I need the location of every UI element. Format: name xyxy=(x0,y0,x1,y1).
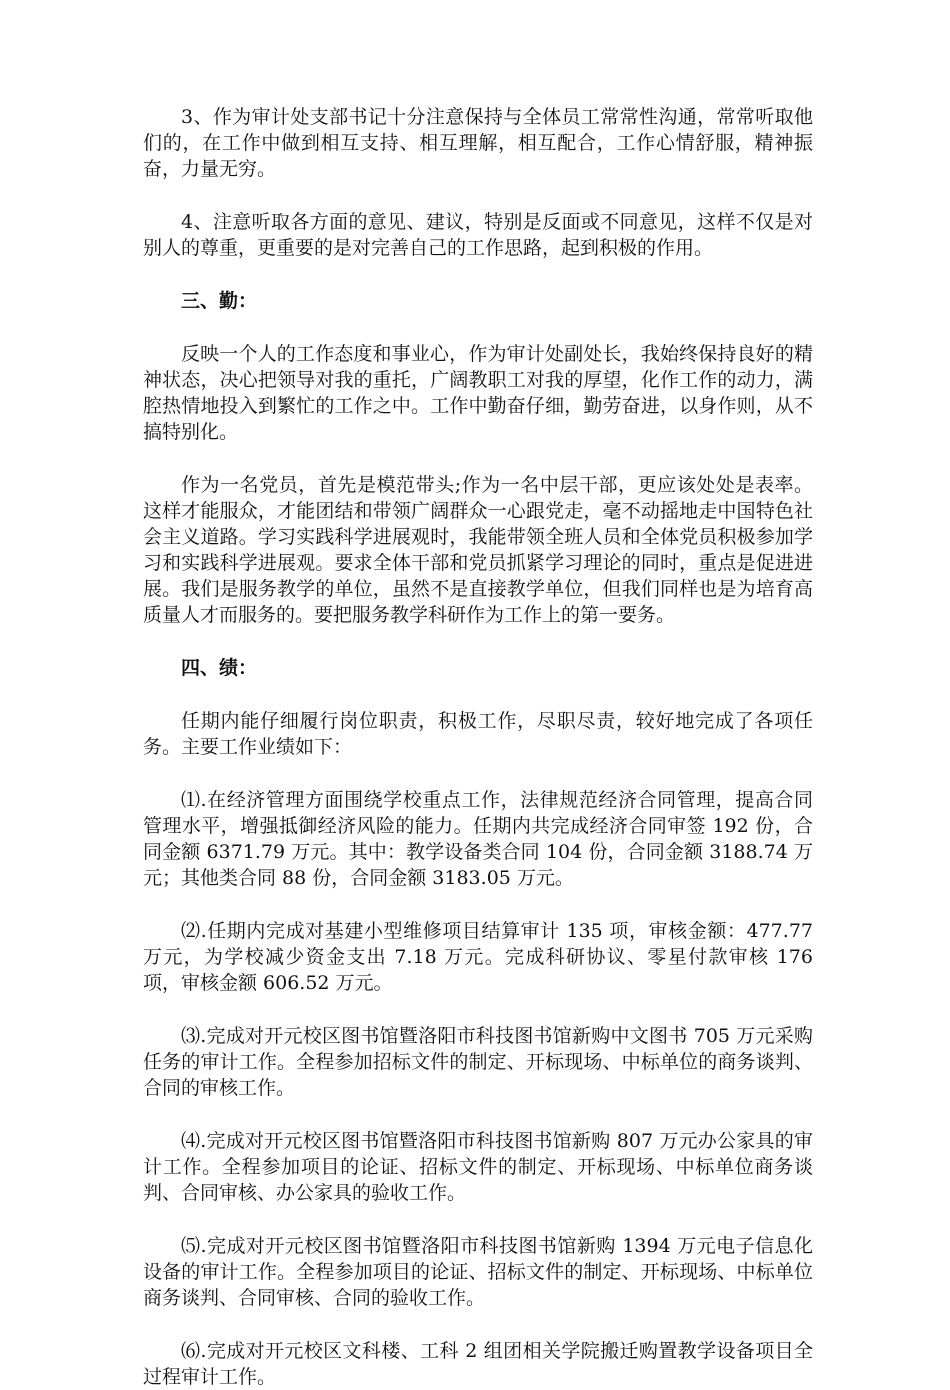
achievement-item-4: ⑷.完成对开元校区图书馆暨洛阳市科技图书馆新购 807 万元办公家具的审计工作。全程参加项目的论证、招标文件的制定、开标现场、中标单位商务谈判、合同审核、办公家具的验收工作。 xyxy=(143,1130,813,1204)
achievement-item-5: ⑸.完成对开元校区图书馆暨洛阳市科技图书馆新购 1394 万元电子信息化设备的审计工作。全程参加项目的论证、招标文件的制定、开标现场、中标单位商务谈判、合同审核、合同的验收工作。 xyxy=(143,1235,813,1309)
section-heading-achievements: 四、绩： xyxy=(181,657,258,679)
paragraph-4: 4、注意听取各方面的意见、建议，特别是反面或不同意见，这样不仅是对别人的尊重，更重要的是对完善自己的工作思路，起到积极的作用。 xyxy=(143,211,813,259)
achievement-item-3: ⑶.完成对开元校区图书馆暨洛阳市科技图书馆新购中文图书 705 万元采购任务的审计工作。全程参加招标文件的制定、开标现场、中标单位的商务谈判、合同的审核工作。 xyxy=(143,1025,813,1099)
paragraph-diligence-2: 作为一名党员，首先是模范带头;作为一名中层干部，更应该处处是表率。这样才能服众，才能团结和带领广阔群众一心跟党走，毫不动摇地走中国特色社会主义道路。学习实践科学进展观时，我能带领全班人员和全体党员积极参加学习和实践科学进展观。要求全体干部和党员抓紧学习理论的同时，重点是促进进展。我们是服务教学的单位，虽然不是直接教学单位，但我们同样也是为培育高质量人才而服务的。要把服务教学科研作为工作上的第一要务。 xyxy=(143,474,813,626)
achievement-item-6: ⑹.完成对开元校区文科楼、工科 2 组团相关学院搬迁购置教学设备项目全过程审计工作。 xyxy=(143,1340,813,1388)
paragraph-diligence-1: 反映一个人的工作态度和事业心，作为审计处副处长，我始终保持良好的精神状态，决心把领导对我的重托，广阔教职工对我的厚望，化作工作的动力，满腔热情地投入到繁忙的工作之中。工作中勤奋仔细，勤劳奋进，以身作则，从不搞特别化。 xyxy=(143,343,813,443)
document-page xyxy=(143,104,813,1390)
paragraph-3: 3、作为审计处支部书记十分注意保持与全体员工常常性沟通，常常听取他们的，在工作中做到相互支持、相互理解，相互配合，工作心情舒服，精神振奋，力量无穷。 xyxy=(143,106,813,180)
achievement-item-2: ⑵.任期内完成对基建小型维修项目结算审计 135 项，审核金额：477.77 万元，为学校减少资金支出 7.18 万元。完成科研协议、零星付款审核 176 项，审核金额 606.52 万元。 xyxy=(143,920,813,994)
achievement-item-1: ⑴.在经济管理方面围绕学校重点工作，法律规范经济合同管理，提高合同管理水平，增强抵御经济风险的能力。任期内共完成经济合同审签 192 份，合同金额 6371.79 万元。其中：教学设备类合同 104 份，合同金额 3188.74 万元；其他类合同 88 份，合同金额 3183.05 万元。 xyxy=(143,789,813,889)
paragraph-achievements-intro: 任期内能仔细履行岗位职责，积极工作，尽职尽责，较好地完成了各项任务。主要工作业绩如下： xyxy=(143,710,813,758)
section-heading-diligence: 三、勤： xyxy=(181,290,258,312)
